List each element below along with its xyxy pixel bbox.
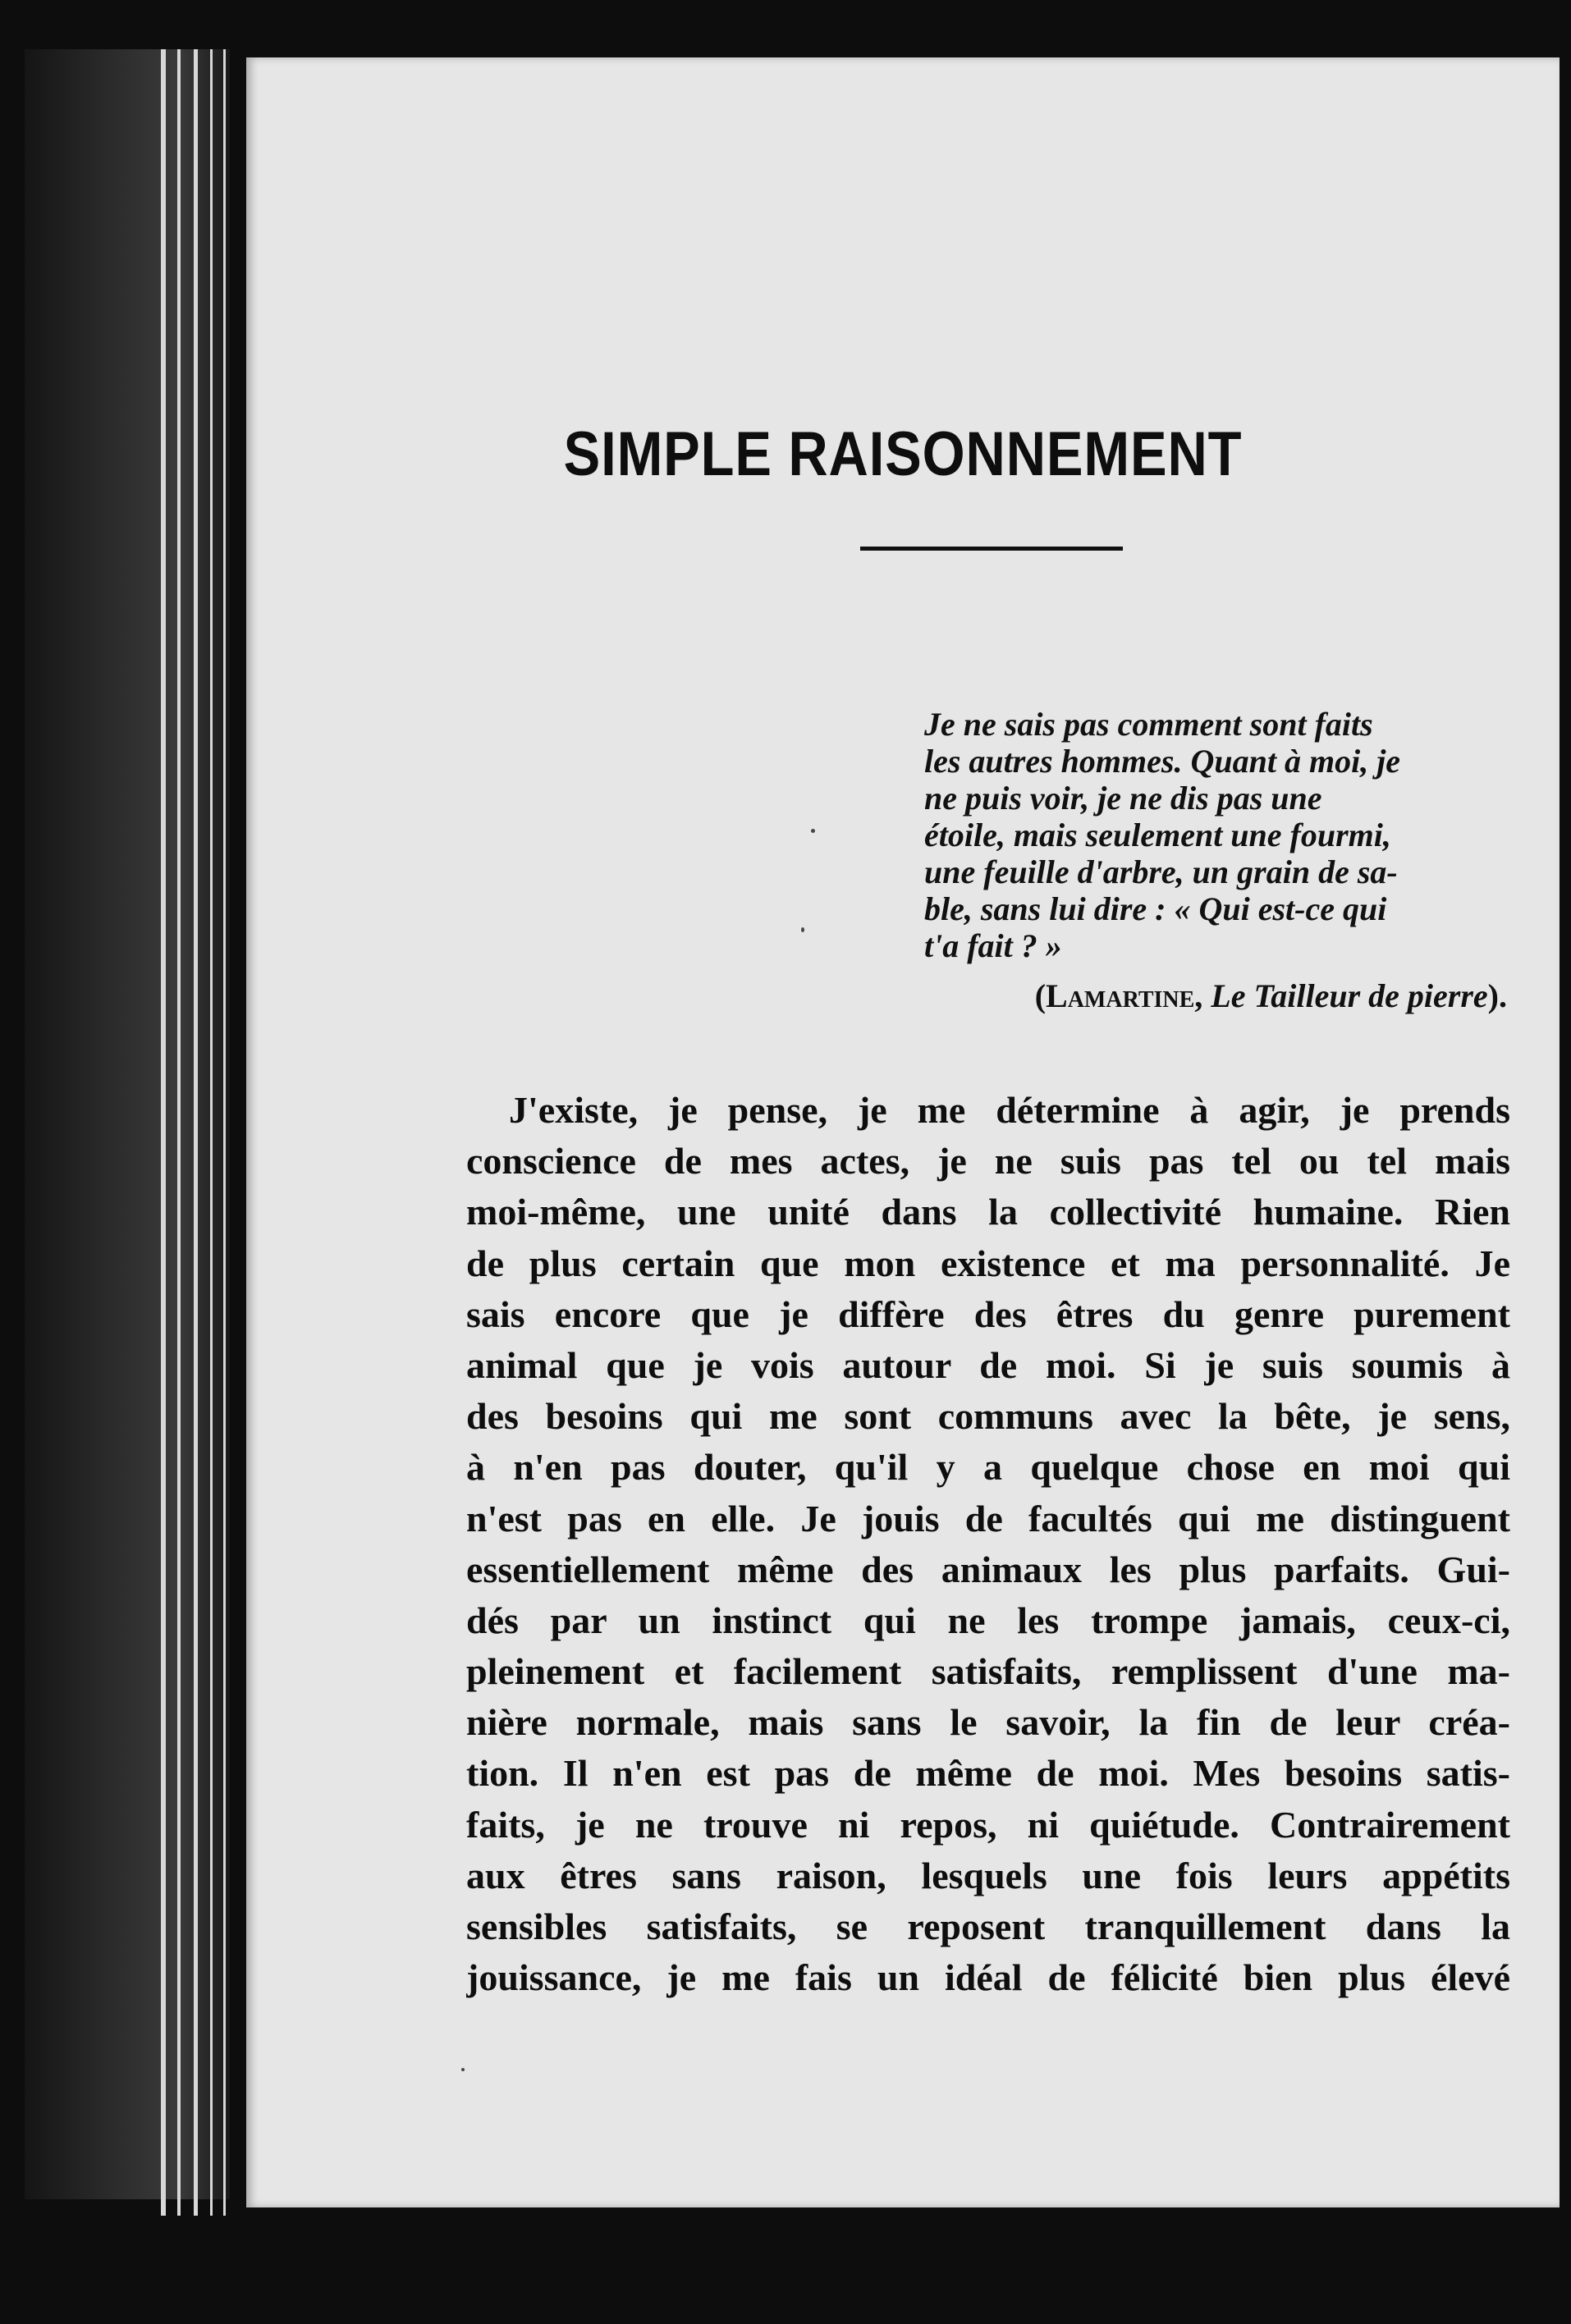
attribution-close: ).: [1487, 977, 1507, 1014]
epigraph-line: t'a fait ? »: [924, 927, 1062, 964]
spine-edge-line: [161, 49, 166, 2216]
body-line: pleinement et facilement satisfaits, remplissent d'une ma-: [466, 1650, 1510, 1693]
scan-speck: [461, 2068, 465, 2071]
body-line: J'existe, je pense, je me détermine à agir, je prends: [509, 1089, 1510, 1131]
spine-edge-line: [177, 49, 181, 2216]
epigraph-line: Je ne sais pas comment sont faits: [924, 706, 1373, 743]
attribution-author: Lamartine: [1046, 977, 1195, 1014]
epigraph-line: les autres hommes. Quant à moi, je: [924, 743, 1401, 780]
body-line: faits, je ne trouve ni repos, ni quiétude. Contrairement: [466, 1803, 1510, 1846]
body-line: animal que je vois autour de moi. Si je suis soumis à: [466, 1343, 1510, 1386]
title-rule: [860, 547, 1123, 551]
epigraph-line: ne puis voir, je ne dis pas une: [924, 780, 1322, 817]
attribution-work: Le Tailleur de pierre: [1211, 977, 1488, 1014]
body-line: dés par un instinct qui ne les trompe jamais, ceux-ci,: [466, 1599, 1510, 1641]
book-page: [246, 57, 1560, 2207]
attribution-separator: ,: [1194, 977, 1211, 1014]
book-binding-shadow: [25, 49, 230, 2199]
epigraph: [924, 706, 1507, 964]
body-line: tion. Il n'en est pas de même de moi. Mes besoins satis-: [466, 1752, 1510, 1795]
body-text: [466, 1085, 1510, 2003]
body-line: nière normale, mais sans le savoir, la fin de leur créa-: [466, 1701, 1510, 1744]
spine-edge-line: [210, 49, 213, 2216]
body-line: sensibles satisfaits, se reposent tranquillement dans la: [466, 1905, 1510, 1947]
body-line: sais encore que je diffère des êtres du genre purement: [466, 1292, 1510, 1335]
spine-edge-line: [194, 49, 198, 2216]
scan-speck: [801, 927, 804, 932]
epigraph-attribution: [924, 977, 1507, 1015]
epigraph-line: une feuille d'arbre, un grain de sa-: [924, 853, 1398, 890]
body-line: à n'en pas douter, qu'il y a quelque chose en moi qui: [466, 1446, 1510, 1489]
epigraph-line: étoile, mais seulement une fourmi,: [924, 817, 1391, 853]
body-line: jouissance, je me fais un idéal de félicité bien plus élevé: [466, 1956, 1510, 1999]
body-line: des besoins qui me sont communs avec la bête, je sens,: [466, 1395, 1510, 1438]
chapter-title: SIMPLE RAISONNEMENT: [563, 419, 1243, 489]
body-line: n'est pas en elle. Je jouis de facultés qui me distinguent: [466, 1497, 1510, 1539]
epigraph-line: ble, sans lui dire : « Qui est-ce qui: [924, 890, 1387, 927]
scan-speck: [811, 829, 815, 833]
body-line: conscience de mes actes, je ne suis pas tel ou tel mais: [466, 1140, 1510, 1183]
body-line: de plus certain que mon existence et ma personnalité. Je: [466, 1242, 1510, 1284]
body-line: essentiellement même des animaux les plus parfaits. Gui-: [466, 1548, 1510, 1590]
body-line: aux êtres sans raison, lesquels une fois leurs appétits: [466, 1854, 1510, 1896]
spine-edge-line: [223, 49, 226, 2216]
body-line: moi-même, une unité dans la collectivité humaine. Rien: [466, 1191, 1510, 1233]
attribution-open: (: [1034, 977, 1047, 1014]
